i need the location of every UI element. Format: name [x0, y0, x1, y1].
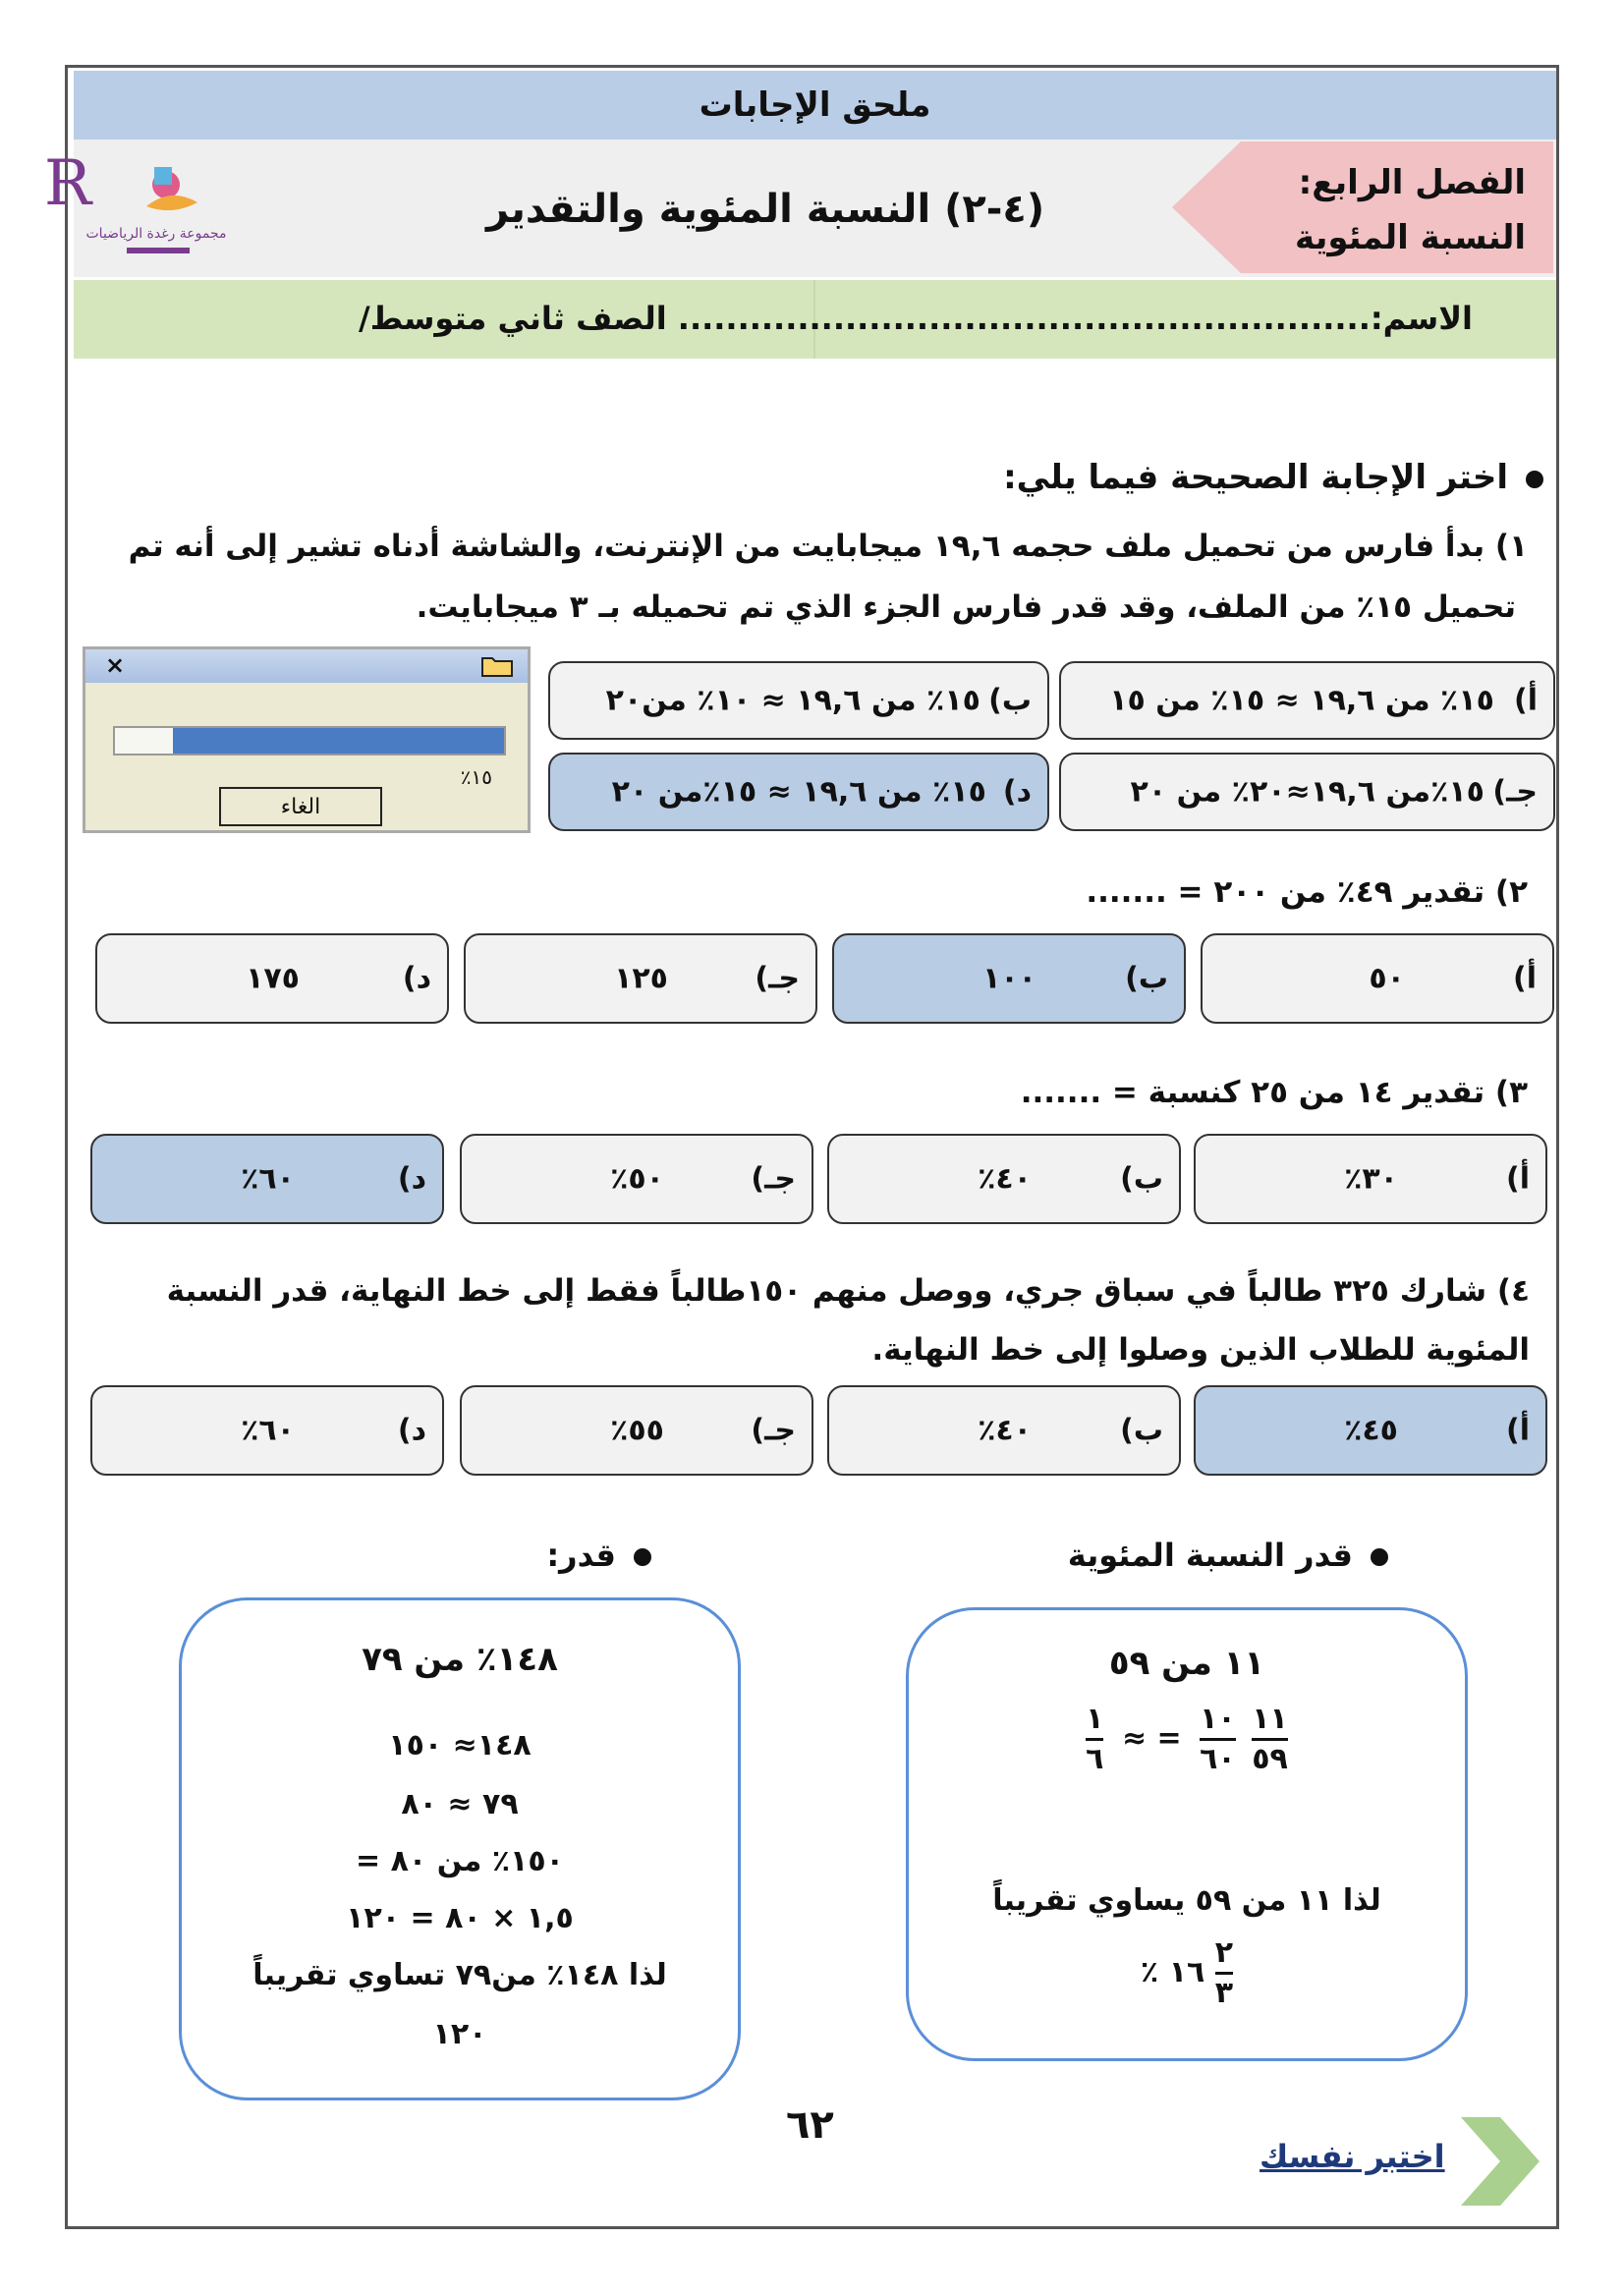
download-dialog — [83, 646, 531, 833]
chapter-label — [1241, 141, 1553, 273]
fraction-2: $\frac{١٠}{٦٠}$ — [1200, 1702, 1236, 1776]
fraction-3: $\frac{١١}{٥٩}$ — [1252, 1702, 1288, 1776]
close-icon[interactable]: × — [105, 651, 126, 679]
fraction-answer: $\frac{٢}{٣}$ — [1214, 1935, 1234, 2010]
q1-line-1: ١) بدأ فارس من تحميل ملف حجمه ١٩,٦ ميجابايت من الإنترنت، والشاشة أدناه تشير إلى أنه تم — [128, 529, 1528, 564]
appendix-title-text: ملحق الإجابات — [699, 85, 931, 125]
q1-line-2: تحميل ١٥٪ من الملف، وقد قدر فارس الجزء الذي تم تحميله بـ ٣ ميجابايت. — [416, 589, 1516, 625]
page-number: ٦٢ — [786, 2102, 834, 2148]
estimate-percent-heading: قدر النسبة المئوية — [1068, 1537, 1388, 1574]
bullet-icon — [1371, 1548, 1388, 1566]
work-line-6: ١٢٠ — [432, 2017, 487, 2051]
q4-option-c[interactable]: جـ) ٥٥٪ — [460, 1385, 813, 1476]
fraction-1: $\frac{١}{٦}$ — [1086, 1702, 1104, 1776]
bullet-icon — [1526, 471, 1543, 488]
q2-option-b[interactable]: ب) ١٠٠ — [832, 933, 1186, 1024]
svg-text:R: R — [43, 147, 91, 220]
q2-option-d[interactable]: د) ١٧٥ — [95, 933, 449, 1024]
q1-option-c[interactable]: جـ) ١٥٪من ١٩,٦≈٢٠٪ من ٢٠ — [1059, 753, 1555, 831]
grade-label: الصف ثاني متوسط/ — [359, 300, 667, 337]
q1-option-b[interactable]: ب) ١٥٪ من ١٩,٦ ≈ ١٠٪ من٢٠ — [548, 661, 1049, 740]
q3-option-b[interactable]: ب) ٤٠٪ — [827, 1134, 1181, 1224]
q1-option-a[interactable]: أ) ١٥٪ من ١٩,٦ ≈ ١٥٪ من ١٥ — [1059, 661, 1555, 740]
chapter-arrow-icon — [1172, 141, 1241, 273]
estimate-percent-answer: ٪ ١٦ $\frac{٢}{٣}$ — [1140, 1935, 1234, 2010]
svg-text:مجموعة رغدة الرياضيات: مجموعة رغدة الرياضيات — [85, 226, 227, 242]
chapter-line-2: النسبة المئوية — [1294, 218, 1526, 257]
progress-label: ١٥٪ — [460, 765, 492, 789]
fraction-chain: $\frac{١}{٦}$ ≈ = $\frac{١٠}{٦٠}$ $\frac{١١}{٥٩}$ — [1086, 1702, 1288, 1776]
bullet-icon — [634, 1548, 651, 1566]
work-line-1: ١٤٨≈ ١٥٠ — [388, 1728, 532, 1763]
q4-option-b[interactable]: ب) ٤٠٪ — [827, 1385, 1181, 1476]
work-line-5: لذا ١٤٨٪ من٧٩ تساوي تقريباً — [252, 1958, 667, 1992]
q3-option-c[interactable]: جـ) ٥٠٪ — [460, 1134, 813, 1224]
q4-option-d[interactable]: د) ٦٠٪ — [90, 1385, 444, 1476]
estimate-value-box — [179, 1597, 741, 2100]
q4-option-a[interactable]: أ) ٤٥٪ — [1194, 1385, 1547, 1476]
q3-option-a[interactable]: أ) ٣٠٪ — [1194, 1134, 1547, 1224]
chevron-right-icon[interactable] — [1456, 2112, 1544, 2211]
student-info — [74, 280, 1556, 359]
q2-text: ٢) تقدير ٤٩٪ من ٢٠٠ = ....... — [1086, 874, 1528, 910]
estimate-value-problem: ١٤٨٪ من ٧٩ — [362, 1640, 558, 1679]
progress-bar — [113, 726, 506, 756]
q1-option-d[interactable]: د) ١٥٪ من ١٩,٦ ≈ ١٥٪من ٢٠ — [548, 753, 1049, 831]
estimate-percent-problem: ١١ من ٥٩ — [1108, 1644, 1265, 1683]
dialog-titlebar — [85, 649, 528, 683]
estimate-value-heading: قدر: — [546, 1537, 651, 1574]
q2-option-c[interactable]: جـ) ١٢٥ — [464, 933, 817, 1024]
q3-text: ٣) تقدير ١٤ من ٢٥ كنسبة = ....... — [1020, 1075, 1528, 1110]
folder-icon — [480, 654, 514, 678]
test-yourself-link[interactable]: اختبر نفسك — [1260, 2138, 1445, 2175]
lesson-header — [43, 140, 1556, 277]
work-line-3: ١٥٠٪ من ٨٠ = — [356, 1844, 564, 1878]
work-line-2: ٧٩ ≈ ٨٠ — [401, 1787, 519, 1821]
work-line-4: ١,٥ × ٨٠ = ١٢٠ — [346, 1901, 574, 1935]
progress-fill — [173, 728, 504, 754]
appendix-title — [74, 71, 1556, 140]
q4-line-2: المئوية للطلاب الذين وصلوا إلى خط النهاية. — [871, 1332, 1530, 1368]
q4-line-1: ٤) شارك ٣٢٥ طالباً في سباق جري، ووصل منهم ١٥٠طالباً فقط إلى خط النهاية، قدر النسبة — [166, 1273, 1530, 1309]
name-field[interactable]: الاسم:.......................................................... — [677, 300, 1473, 337]
estimate-percent-box — [906, 1607, 1468, 2061]
estimate-percent-conclusion: لذا ١١ من ٥٩ يساوي تقريباً — [992, 1883, 1381, 1918]
q3-option-d[interactable]: د) ٦٠٪ — [90, 1134, 444, 1224]
lesson-title: (٤-٢) النسبة المئوية والتقدير — [486, 187, 1045, 232]
chapter-line-1: الفصل الرابع: — [1298, 163, 1526, 202]
instruction: اختر الإجابة الصحيحة فيما يلي: — [1003, 458, 1543, 497]
q2-option-a[interactable]: أ) ٥٠ — [1201, 933, 1554, 1024]
logo-icon — [43, 147, 227, 265]
logo — [43, 147, 227, 265]
cancel-button[interactable]: الغاء — [219, 787, 382, 826]
